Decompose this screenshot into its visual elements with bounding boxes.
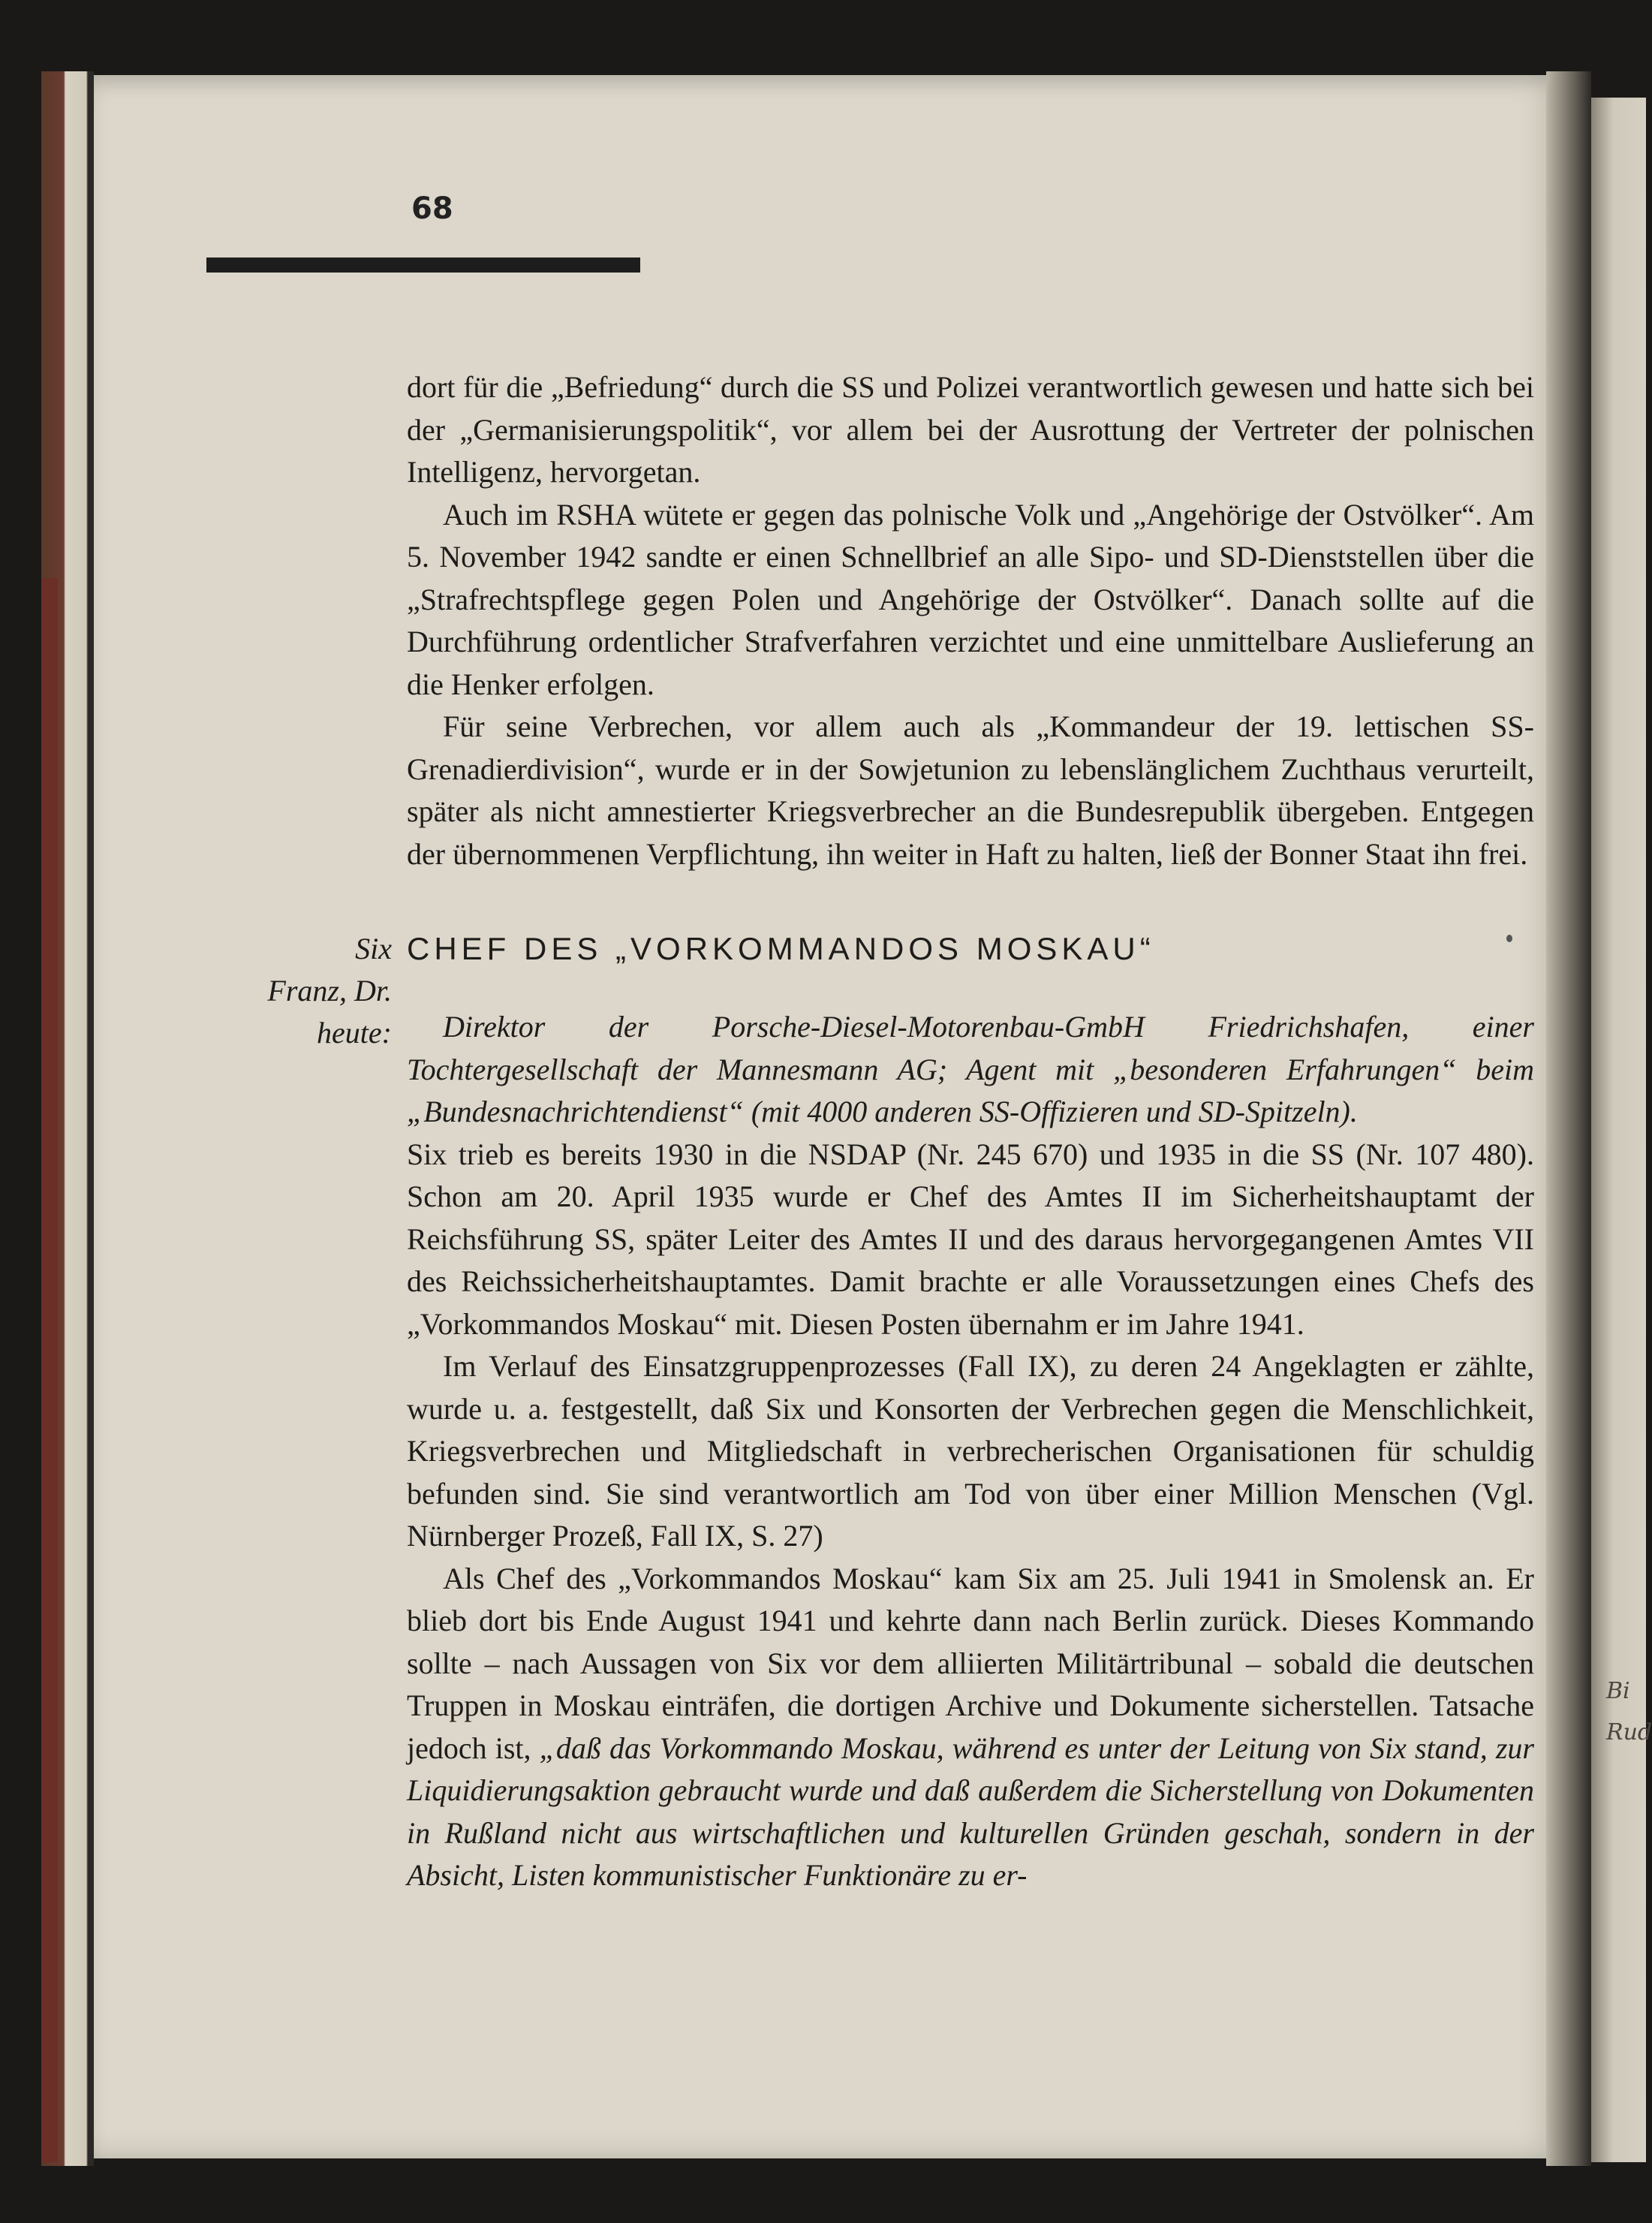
- page-body: [267, 366, 1534, 1897]
- section-heading: CHEF DES „VORKOMMANDOS MOSKAU“: [407, 931, 1155, 966]
- paragraph-text: Als Chef des „Vorkommandos Moskau“ kam Six am 25. Juli 1941 in Smolensk an. Er blieb dort bis Ende August 1941 und kehrte dann nach Berlin zurück. Dieses Kommando sollte – nach Aussagen von Six vor dem alliierten Militärtribunal – sobald die deutschen Truppen in Moskau einträfen, die dortigen Archive und Dokumente sicherstellen. Tatsache jedoch ist,: [407, 1561, 1534, 1765]
- paragraph: Für seine Verbrechen, vor allem auch als „Kommandeur der 19. lettischen SS-Grenadierdivision“, wurde er in der Sowjetunion zu lebenslänglichem Zuchthaus verurteilt, später als nicht amnestierter Kriegsverbrecher an die Bundesrepublik übergeben. Entgegen der übernommenen Verpflichtung, ihn weiter in Haft zu halten, ließ der Bonner Staat ihn frei.: [407, 709, 1534, 871]
- header-rule: [206, 258, 640, 273]
- book-gutter: [1546, 71, 1591, 2166]
- side-label-today: heute:: [317, 1016, 392, 1050]
- paragraph: Six trieb es bereits 1930 in die NSDAP (Nr. 245 670) und 1935 in die SS (Nr. 107 480). Schon am 20. April 1935 wurde er Chef des Amtes II im Sicherheitshauptamt der Reichsführung SS, später Leiter des Amtes II und des daraus hervorgegangenen Amtes VII des Reichssicherheitshauptamtes. Damit brachte er alle Voraussetzungen eines Chefs des „Vorkommandos Moskau“ mit. Diesen Posten übernahm er im Jahre 1941.: [407, 1137, 1534, 1341]
- side-label-surname: Six: [355, 932, 392, 965]
- today-description: Direktor der Porsche-Diesel-Motorenbau-GmbH Friedrichshafen, einer Tochtergesellschaft der Mannesmann AG; Agent mit „besonderen Erfahrungen“ beim „Bundesnachrichtendienst“ (mit 4000 anderen SS-Offizieren und SD-Spitzeln).: [407, 1010, 1534, 1128]
- paragraph: dort für die „Befriedung“ durch die SS und Polizei verantwortlich gewesen und hatte sich bei der „Germanisierungspolitik“, vor allem bei der Ausrottung der Vertreter der polnischen Intelligenz, hervorgetan.: [407, 370, 1534, 489]
- next-page-edge: [1591, 98, 1652, 2162]
- paragraph: Auch im RSHA wütete er gegen das polnische Volk und „Angehörige der Ostvölker“. Am 5. November 1942 sandte er einen Schnellbrief an alle Sipo- und SD-Dienststellen über die „Strafrechtspflege gegen Polen und Angehörige der Ostvölker“. Danach sollte auf die Durchführung ordentlicher Strafverfahren verzichtet und eine unmittelbare Auslieferung an die Henker erfolgen.: [407, 497, 1534, 701]
- person-section: [267, 928, 1534, 1897]
- paragraph: Im Verlauf des Einsatzgruppenprozesses (Fall IX), zu deren 24 Angeklagten er zählte, wurde u. a. festgestellt, daß Six und Konsorten der Verbrechen gegen die Menschlichkeit, Kriegsverbrechen und Mitgliedschaft in verbrecherischen Organisationen für schuldig befunden sind. Sie sind verantwortlich am Tod von über einer Million Menschen (Vgl. Nürnberger Prozeß, Fall IX, S. 27): [407, 1349, 1534, 1553]
- book-cover-edge: [41, 578, 58, 2162]
- next-page-fragment: Bi: [1606, 1678, 1630, 1704]
- quoted-text: „daß das Vorkommando Moskau, während es unter der Leitung von Six stand, zur Liquidierungsaktion gebraucht wurde und daß außerdem die Sicherstellung von Dokumenten in Rußland nicht aus wirtschaftlichen und kulturellen Gründen geschah, sondern in der Absicht, Listen kommunistischer Funktionäre zu er-: [407, 1731, 1534, 1892]
- next-page-fragment: Rud: [1606, 1719, 1652, 1746]
- page-number: 68: [411, 191, 453, 226]
- paragraph: [407, 1558, 1534, 1897]
- side-label-firstname: Franz, Dr.: [267, 974, 392, 1008]
